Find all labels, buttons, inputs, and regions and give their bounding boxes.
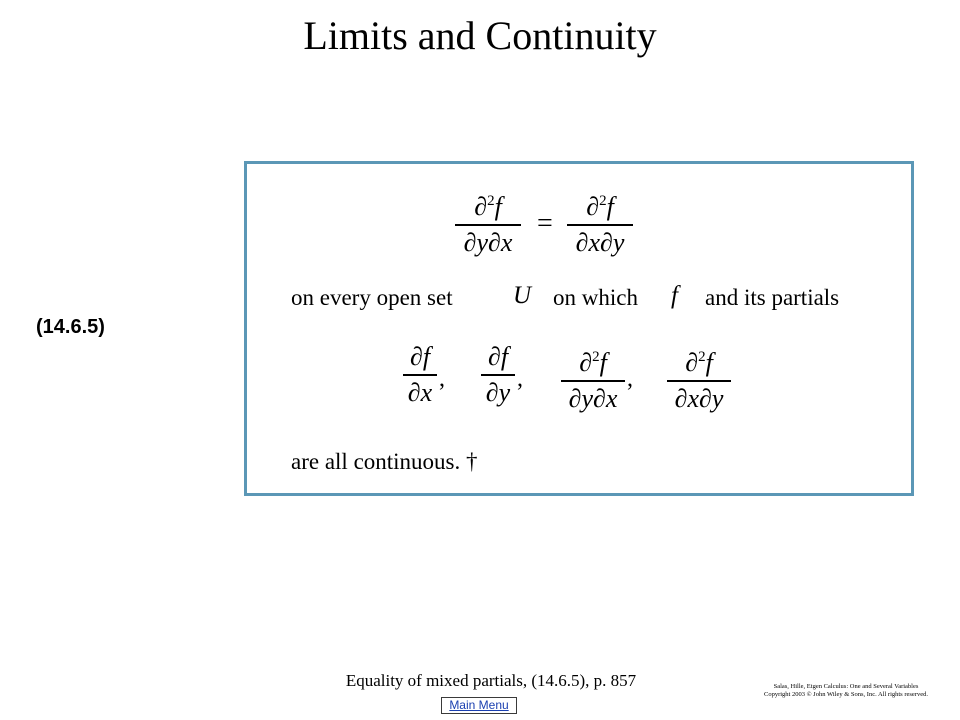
partial-f-x: ∂f ∂x <box>403 342 437 408</box>
equals-sign: = <box>537 208 553 239</box>
fraction-bar <box>403 374 437 376</box>
partial-f-y: ∂f ∂y <box>481 342 515 408</box>
rhs-fraction <box>567 186 633 258</box>
lhs-fraction <box>455 186 521 258</box>
fraction-bar <box>455 224 521 226</box>
equation-number: (14.6.5) <box>36 316 105 338</box>
rhs-denominator: ∂x∂y <box>575 228 625 257</box>
variable-f: f <box>671 282 678 309</box>
copyright-credits <box>735 683 957 699</box>
comma: , <box>439 366 445 392</box>
main-menu-button[interactable]: Main Menu <box>441 697 517 714</box>
rhs-numerator: ∂$^2$f <box>586 192 614 221</box>
comma: , <box>517 366 523 392</box>
comma: , <box>627 366 633 392</box>
theorem-box <box>244 161 914 496</box>
fraction-bar <box>667 380 731 382</box>
conclusion-text: are all continuous. † <box>291 449 478 474</box>
lhs-numerator: ∂$^2$f <box>474 192 502 221</box>
partial-f-xy: ∂$^2$f ∂x∂y <box>667 342 731 414</box>
slide-title: Limits and Continuity <box>303 13 657 58</box>
credits-line-1: Salas, Hille, Etgen Calculus: One and Several Variables <box>773 683 919 690</box>
fraction-bar <box>481 374 515 376</box>
condition-text-1: on every open set <box>291 285 453 310</box>
condition-text-2: on which <box>553 285 638 310</box>
credits-line-2: Copyright 2003 © John Wiley & Sons, Inc. All rights reserved. <box>764 691 928 698</box>
condition-text-3: and its partials <box>705 285 840 310</box>
variable-u: U <box>513 282 532 309</box>
slide-caption: Equality of mixed partials, (14.6.5), p. 857 <box>345 671 637 690</box>
fraction-bar <box>561 380 625 382</box>
fraction-bar <box>567 224 633 226</box>
lhs-denominator: ∂y∂x <box>463 228 513 257</box>
partial-f-yx: ∂$^2$f ∂y∂x <box>561 342 625 414</box>
